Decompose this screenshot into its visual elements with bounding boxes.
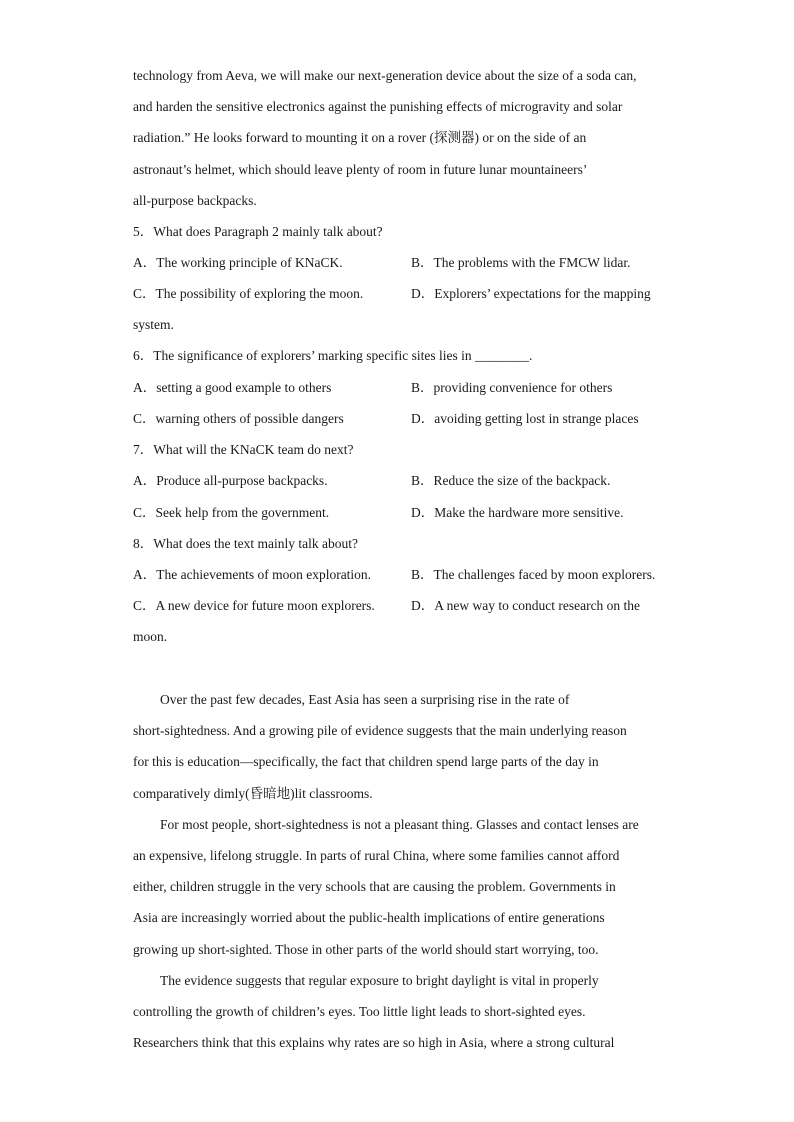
question-stem: 7．What will the KNaCK team do next? xyxy=(133,442,354,457)
option-a: A．The working principle of KNaCK. xyxy=(133,255,343,270)
option-a: A．setting a good example to others xyxy=(133,380,332,395)
option-d-continued: system. xyxy=(133,317,174,332)
paragraph-2-line: an expensive, lifelong struggle. In parts of rural China, where some families cannot afford xyxy=(133,848,620,863)
paragraph-1-line: Over the past few decades, East Asia has seen a surprising rise in the rate of xyxy=(160,692,570,707)
paragraph-2-line: For most people, short-sightedness is not a pleasant thing. Glasses and contact lenses are xyxy=(160,817,639,832)
paragraph-1-line: for this is education—specifically, the fact that children spend large parts of the day in xyxy=(133,754,599,769)
text-line: astronaut’s helmet, which should leave plenty of room in future lunar mountaineers’ xyxy=(133,162,588,177)
question-stem: 5．What does Paragraph 2 mainly talk about? xyxy=(133,224,383,239)
paragraph-3-line: Researchers think that this explains why rates are so high in Asia, where a strong cultural xyxy=(133,1035,615,1050)
text-line: and harden the sensitive electronics against the punishing effects of microgravity and solar xyxy=(133,99,623,114)
option-d: D．A new way to conduct research on the xyxy=(411,598,641,613)
paragraph-3-line: controlling the growth of children’s eyes. Too little light leads to short-sighted eyes. xyxy=(133,1004,586,1019)
paragraph-2-line: growing up short-sighted. Those in other parts of the world should start worrying, too. xyxy=(133,942,599,957)
option-d: D．avoiding getting lost in strange places xyxy=(411,411,639,426)
text-line: all-purpose backpacks. xyxy=(133,193,257,208)
option-b: B．The challenges faced by moon explorers. xyxy=(411,567,656,582)
option-a: A．The achievements of moon exploration. xyxy=(133,567,372,582)
paragraph-3-line: The evidence suggests that regular exposure to bright daylight is vital in properly xyxy=(160,973,599,988)
option-c: C．warning others of possible dangers xyxy=(133,411,344,426)
option-d: D．Explorers’ expectations for the mapping xyxy=(411,286,651,301)
option-b: B．The problems with the FMCW lidar. xyxy=(411,255,631,270)
text-line: technology from Aeva, we will make our next-generation device about the size of a soda can, xyxy=(133,68,637,83)
option-b: B．Reduce the size of the backpack. xyxy=(411,473,611,488)
question-stem: 8．What does the text mainly talk about? xyxy=(133,536,358,551)
option-c: C．A new device for future moon explorers. xyxy=(133,598,375,613)
option-d-continued: moon. xyxy=(133,629,168,644)
option-c: C．The possibility of exploring the moon. xyxy=(133,286,364,301)
paragraph-2-line: Asia are increasingly worried about the public-health implications of entire generations xyxy=(133,910,605,925)
paragraph-1-line: comparatively dimly(昏暗地)lit classrooms. xyxy=(133,786,373,801)
option-a: A．Produce all-purpose backpacks. xyxy=(133,473,328,488)
paragraph-1-line: short-sightedness. And a growing pile of evidence suggests that the main underlying reason xyxy=(133,723,627,738)
option-c: C．Seek help from the government. xyxy=(133,505,330,520)
question-stem: 6．The significance of explorers’ marking specific sites lies in ________. xyxy=(133,348,533,363)
text-line: radiation.” He looks forward to mounting it on a rover (探测器) or on the side of an xyxy=(133,130,587,145)
option-b: B．providing convenience for others xyxy=(411,380,613,395)
paragraph-2-line: either, children struggle in the very schools that are causing the problem. Governments in xyxy=(133,879,616,894)
option-d: D．Make the hardware more sensitive. xyxy=(411,505,624,520)
